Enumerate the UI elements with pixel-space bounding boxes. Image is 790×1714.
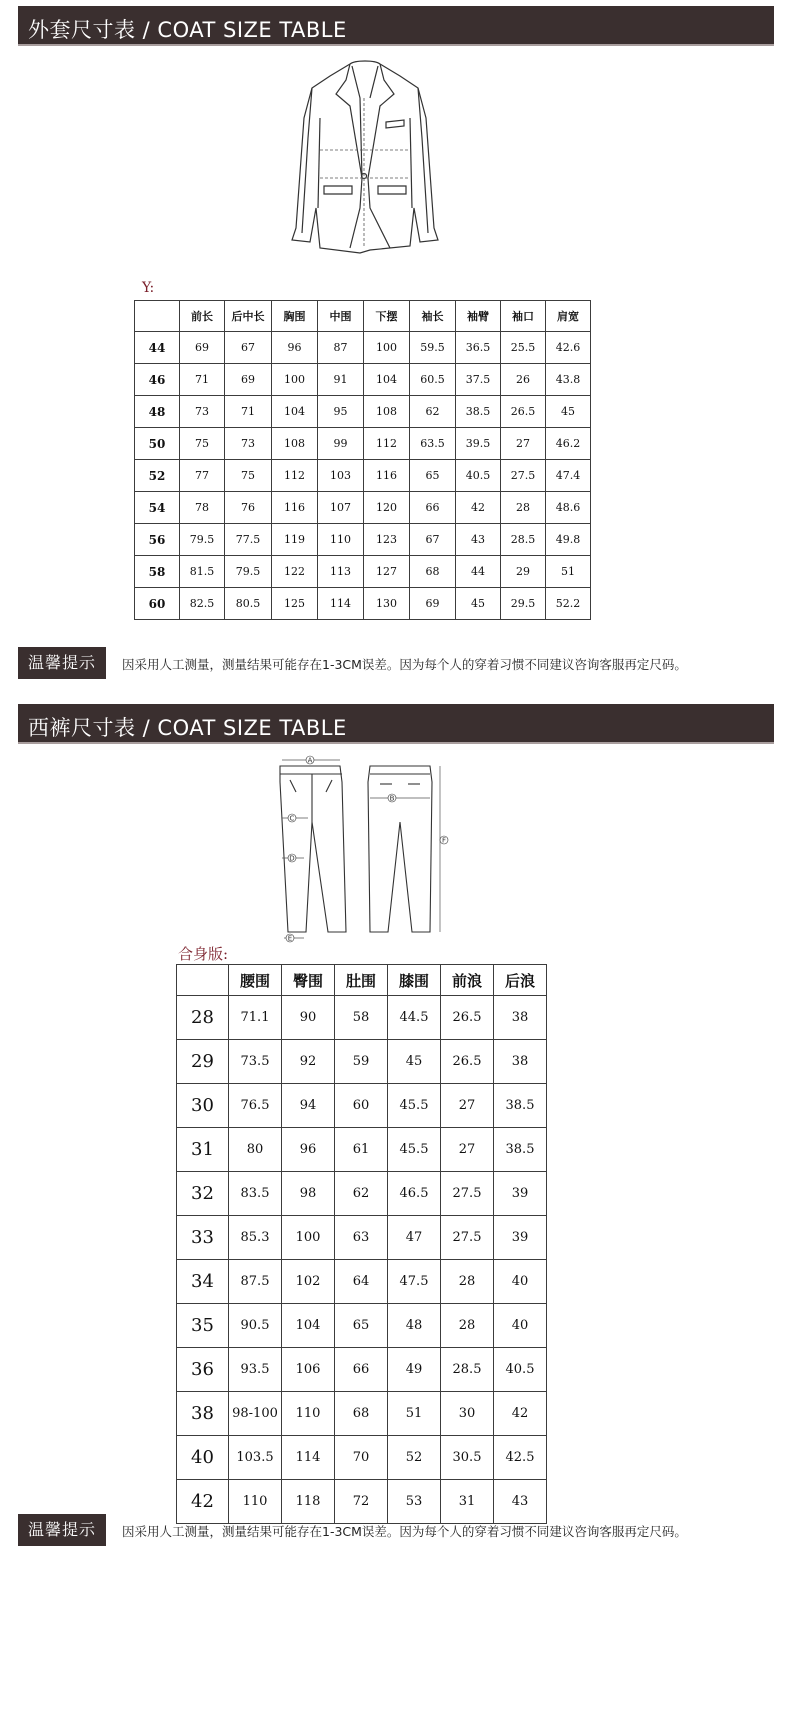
pants-value-cell: 103.5 xyxy=(229,1436,282,1480)
pants-value-cell: 27 xyxy=(441,1084,494,1128)
pants-value-cell: 28 xyxy=(441,1304,494,1348)
coat-value-cell: 49.8 xyxy=(546,524,591,556)
pants-value-cell: 93.5 xyxy=(229,1348,282,1392)
coat-value-cell: 69 xyxy=(225,364,272,396)
pants-note-badge: 温馨提示 xyxy=(18,1514,106,1546)
coat-value-cell: 81.5 xyxy=(180,556,225,588)
coat-value-cell: 36.5 xyxy=(456,332,501,364)
coat-size-cell: 58 xyxy=(135,556,180,588)
pants-table-body xyxy=(177,996,547,1524)
coat-value-cell: 37.5 xyxy=(456,364,501,396)
coat-value-cell: 73 xyxy=(225,428,272,460)
coat-value-cell: 69 xyxy=(410,588,456,620)
pants-value-cell: 90.5 xyxy=(229,1304,282,1348)
pants-size-cell: 35 xyxy=(177,1304,229,1348)
pants-value-cell: 42 xyxy=(494,1392,547,1436)
coat-header-cell: 肩宽 xyxy=(546,301,591,332)
marker-d: D xyxy=(289,854,295,863)
pants-table-row xyxy=(177,1216,547,1260)
pants-value-cell: 27.5 xyxy=(441,1172,494,1216)
pants-value-cell: 68 xyxy=(335,1392,388,1436)
coat-value-cell: 112 xyxy=(364,428,410,460)
pants-size-cell: 34 xyxy=(177,1260,229,1304)
coat-value-cell: 100 xyxy=(272,364,318,396)
pants-section-header xyxy=(18,704,774,744)
pants-size-cell: 40 xyxy=(177,1436,229,1480)
pants-value-cell: 102 xyxy=(282,1260,335,1304)
coat-value-cell: 116 xyxy=(364,460,410,492)
pants-value-cell: 100 xyxy=(282,1216,335,1260)
coat-table-row xyxy=(135,492,591,524)
coat-table-label: Y: xyxy=(142,280,155,296)
coat-value-cell: 71 xyxy=(225,396,272,428)
pants-value-cell: 118 xyxy=(282,1480,335,1524)
pants-value-cell: 63 xyxy=(335,1216,388,1260)
pants-value-cell: 104 xyxy=(282,1304,335,1348)
coat-value-cell: 59.5 xyxy=(410,332,456,364)
coat-value-cell: 38.5 xyxy=(456,396,501,428)
coat-value-cell: 51 xyxy=(546,556,591,588)
pants-value-cell: 30.5 xyxy=(441,1436,494,1480)
pants-value-cell: 61 xyxy=(335,1128,388,1172)
pants-table-row xyxy=(177,1084,547,1128)
coat-value-cell: 73 xyxy=(180,396,225,428)
coat-value-cell: 65 xyxy=(410,460,456,492)
coat-value-cell: 39.5 xyxy=(456,428,501,460)
coat-note-badge: 温馨提示 xyxy=(18,647,106,679)
coat-value-cell: 63.5 xyxy=(410,428,456,460)
pants-size-cell: 33 xyxy=(177,1216,229,1260)
coat-value-cell: 40.5 xyxy=(456,460,501,492)
coat-value-cell: 67 xyxy=(410,524,456,556)
coat-value-cell: 27.5 xyxy=(501,460,546,492)
coat-header-cell: 后中长 xyxy=(225,301,272,332)
pants-value-cell: 70 xyxy=(335,1436,388,1480)
pants-value-cell: 46.5 xyxy=(388,1172,441,1216)
pants-value-cell: 51 xyxy=(388,1392,441,1436)
coat-value-cell: 45 xyxy=(546,396,591,428)
coat-value-cell: 66 xyxy=(410,492,456,524)
coat-value-cell: 80.5 xyxy=(225,588,272,620)
coat-value-cell: 87 xyxy=(318,332,364,364)
pants-value-cell: 38.5 xyxy=(494,1128,547,1172)
pants-size-cell: 30 xyxy=(177,1084,229,1128)
pants-header-cell: 臀围 xyxy=(282,965,335,996)
coat-value-cell: 104 xyxy=(272,396,318,428)
coat-value-cell: 48.6 xyxy=(546,492,591,524)
pants-size-table xyxy=(176,964,547,1524)
coat-table-row xyxy=(135,396,591,428)
coat-value-cell: 108 xyxy=(364,396,410,428)
coat-value-cell: 130 xyxy=(364,588,410,620)
coat-value-cell: 29 xyxy=(501,556,546,588)
pants-value-cell: 110 xyxy=(229,1480,282,1524)
pants-table-row xyxy=(177,1392,547,1436)
pants-value-cell: 30 xyxy=(441,1392,494,1436)
pants-value-cell: 80 xyxy=(229,1128,282,1172)
coat-value-cell: 114 xyxy=(318,588,364,620)
pants-value-cell: 94 xyxy=(282,1084,335,1128)
marker-b: B xyxy=(389,794,395,803)
coat-table-row xyxy=(135,524,591,556)
pants-value-cell: 40 xyxy=(494,1304,547,1348)
pants-value-cell: 38.5 xyxy=(494,1084,547,1128)
coat-value-cell: 45 xyxy=(456,588,501,620)
coat-value-cell: 75 xyxy=(180,428,225,460)
pants-table-row xyxy=(177,1172,547,1216)
pants-value-cell: 83.5 xyxy=(229,1172,282,1216)
pants-value-cell: 45.5 xyxy=(388,1084,441,1128)
pants-header-cell: 后浪 xyxy=(494,965,547,996)
coat-value-cell: 43.8 xyxy=(546,364,591,396)
coat-header-cell: 下摆 xyxy=(364,301,410,332)
pants-value-cell: 59 xyxy=(335,1040,388,1084)
coat-header-cell: 中围 xyxy=(318,301,364,332)
coat-table-row xyxy=(135,588,591,620)
coat-value-cell: 27 xyxy=(501,428,546,460)
pants-value-cell: 98 xyxy=(282,1172,335,1216)
coat-diagram xyxy=(290,58,440,258)
coat-section-header xyxy=(18,6,774,46)
coat-table-row xyxy=(135,428,591,460)
coat-value-cell: 29.5 xyxy=(501,588,546,620)
pants-size-cell: 32 xyxy=(177,1172,229,1216)
coat-header-cell: 袖臂 xyxy=(456,301,501,332)
marker-c: C xyxy=(289,814,295,823)
coat-table-row xyxy=(135,332,591,364)
coat-value-cell: 68 xyxy=(410,556,456,588)
coat-value-cell: 95 xyxy=(318,396,364,428)
coat-size-cell: 56 xyxy=(135,524,180,556)
coat-value-cell: 103 xyxy=(318,460,364,492)
pants-value-cell: 39 xyxy=(494,1172,547,1216)
coat-value-cell: 125 xyxy=(272,588,318,620)
coat-header-cell xyxy=(135,301,180,332)
coat-value-cell: 26.5 xyxy=(501,396,546,428)
pants-table-row xyxy=(177,1348,547,1392)
pants-header-cell xyxy=(177,965,229,996)
coat-value-cell: 104 xyxy=(364,364,410,396)
pants-size-cell: 31 xyxy=(177,1128,229,1172)
coat-value-cell: 77.5 xyxy=(225,524,272,556)
coat-value-cell: 60.5 xyxy=(410,364,456,396)
pants-table-row xyxy=(177,1480,547,1524)
coat-header-cell: 胸围 xyxy=(272,301,318,332)
pants-value-cell: 27 xyxy=(441,1128,494,1172)
coat-value-cell: 77 xyxy=(180,460,225,492)
pants-section-title: 西裤尺寸表 / COAT SIZE TABLE xyxy=(28,716,347,740)
marker-a: A xyxy=(307,756,313,765)
coat-table-row xyxy=(135,460,591,492)
coat-value-cell: 112 xyxy=(272,460,318,492)
pants-value-cell: 26.5 xyxy=(441,996,494,1040)
pants-header-cell: 膝围 xyxy=(388,965,441,996)
coat-value-cell: 79.5 xyxy=(225,556,272,588)
coat-value-cell: 123 xyxy=(364,524,410,556)
coat-value-cell: 107 xyxy=(318,492,364,524)
coat-value-cell: 76 xyxy=(225,492,272,524)
coat-value-cell: 82.5 xyxy=(180,588,225,620)
pants-value-cell: 71.1 xyxy=(229,996,282,1040)
pants-value-cell: 47.5 xyxy=(388,1260,441,1304)
coat-value-cell: 71 xyxy=(180,364,225,396)
pants-value-cell: 31 xyxy=(441,1480,494,1524)
pants-value-cell: 44.5 xyxy=(388,996,441,1040)
pants-value-cell: 38 xyxy=(494,996,547,1040)
pants-value-cell: 40 xyxy=(494,1260,547,1304)
coat-size-cell: 44 xyxy=(135,332,180,364)
coat-value-cell: 113 xyxy=(318,556,364,588)
coat-value-cell: 116 xyxy=(272,492,318,524)
pants-table-row xyxy=(177,1304,547,1348)
coat-size-table xyxy=(134,300,591,620)
coat-value-cell: 25.5 xyxy=(501,332,546,364)
coat-value-cell: 96 xyxy=(272,332,318,364)
pants-value-cell: 76.5 xyxy=(229,1084,282,1128)
coat-value-cell: 42.6 xyxy=(546,332,591,364)
pants-value-cell: 58 xyxy=(335,996,388,1040)
pants-table-row xyxy=(177,1436,547,1480)
coat-value-cell: 46.2 xyxy=(546,428,591,460)
pants-value-cell: 38 xyxy=(494,1040,547,1084)
pants-size-cell: 28 xyxy=(177,996,229,1040)
pants-value-cell: 110 xyxy=(282,1392,335,1436)
pants-value-cell: 28 xyxy=(441,1260,494,1304)
coat-header-cell: 袖长 xyxy=(410,301,456,332)
pants-value-cell: 28.5 xyxy=(441,1348,494,1392)
pants-header-cell: 腰围 xyxy=(229,965,282,996)
coat-value-cell: 28 xyxy=(501,492,546,524)
coat-table-body xyxy=(135,332,591,620)
pants-value-cell: 85.3 xyxy=(229,1216,282,1260)
coat-value-cell: 110 xyxy=(318,524,364,556)
pants-size-cell: 29 xyxy=(177,1040,229,1084)
coat-value-cell: 44 xyxy=(456,556,501,588)
coat-value-cell: 100 xyxy=(364,332,410,364)
pants-value-cell: 62 xyxy=(335,1172,388,1216)
pants-header-cell: 肚围 xyxy=(335,965,388,996)
coat-value-cell: 120 xyxy=(364,492,410,524)
coat-size-cell: 60 xyxy=(135,588,180,620)
coat-size-cell: 46 xyxy=(135,364,180,396)
pants-value-cell: 45.5 xyxy=(388,1128,441,1172)
coat-header-cell: 袖口 xyxy=(501,301,546,332)
pants-size-cell: 36 xyxy=(177,1348,229,1392)
coat-value-cell: 69 xyxy=(180,332,225,364)
coat-table-row xyxy=(135,364,591,396)
pants-table-row xyxy=(177,1128,547,1172)
marker-f: F xyxy=(441,836,447,845)
coat-table-header-row xyxy=(135,301,591,332)
coat-value-cell: 43 xyxy=(456,524,501,556)
coat-value-cell: 47.4 xyxy=(546,460,591,492)
pants-value-cell: 64 xyxy=(335,1260,388,1304)
coat-size-cell: 48 xyxy=(135,396,180,428)
pants-table-header-row xyxy=(177,965,547,996)
coat-size-cell: 54 xyxy=(135,492,180,524)
marker-e: E xyxy=(287,934,293,943)
pants-value-cell: 43 xyxy=(494,1480,547,1524)
pants-value-cell: 48 xyxy=(388,1304,441,1348)
pants-table-row xyxy=(177,996,547,1040)
pants-value-cell: 42.5 xyxy=(494,1436,547,1480)
coat-note-text: 因采用人工测量，测量结果可能存在1-3CM误差。因为每个人的穿着习惯不同建议咨询客服再定尺码。 xyxy=(122,657,687,672)
coat-size-cell: 52 xyxy=(135,460,180,492)
pants-value-cell: 60 xyxy=(335,1084,388,1128)
pants-size-cell: 38 xyxy=(177,1392,229,1436)
coat-header-cell: 前长 xyxy=(180,301,225,332)
coat-size-cell: 50 xyxy=(135,428,180,460)
pants-value-cell: 87.5 xyxy=(229,1260,282,1304)
pants-value-cell: 26.5 xyxy=(441,1040,494,1084)
coat-value-cell: 122 xyxy=(272,556,318,588)
pants-header-cell: 前浪 xyxy=(441,965,494,996)
pants-value-cell: 52 xyxy=(388,1436,441,1480)
coat-value-cell: 26 xyxy=(501,364,546,396)
coat-section-title: 外套尺寸表 / COAT SIZE TABLE xyxy=(28,18,347,42)
coat-value-cell: 52.2 xyxy=(546,588,591,620)
pants-value-cell: 92 xyxy=(282,1040,335,1084)
coat-value-cell: 42 xyxy=(456,492,501,524)
coat-value-cell: 79.5 xyxy=(180,524,225,556)
coat-value-cell: 127 xyxy=(364,556,410,588)
pants-value-cell: 53 xyxy=(388,1480,441,1524)
pants-table-label: 合身版: xyxy=(178,945,229,963)
coat-value-cell: 91 xyxy=(318,364,364,396)
coat-value-cell: 75 xyxy=(225,460,272,492)
pants-value-cell: 73.5 xyxy=(229,1040,282,1084)
coat-value-cell: 99 xyxy=(318,428,364,460)
pants-value-cell: 39 xyxy=(494,1216,547,1260)
pants-value-cell: 45 xyxy=(388,1040,441,1084)
pants-value-cell: 66 xyxy=(335,1348,388,1392)
coat-value-cell: 62 xyxy=(410,396,456,428)
pants-value-cell: 47 xyxy=(388,1216,441,1260)
pants-value-cell: 114 xyxy=(282,1436,335,1480)
pants-diagram xyxy=(270,752,460,947)
pants-value-cell: 90 xyxy=(282,996,335,1040)
pants-size-cell: 42 xyxy=(177,1480,229,1524)
coat-value-cell: 28.5 xyxy=(501,524,546,556)
coat-value-cell: 108 xyxy=(272,428,318,460)
pants-value-cell: 72 xyxy=(335,1480,388,1524)
coat-table-row xyxy=(135,556,591,588)
pants-table-row xyxy=(177,1040,547,1084)
pants-value-cell: 27.5 xyxy=(441,1216,494,1260)
pants-table-row xyxy=(177,1260,547,1304)
pants-value-cell: 106 xyxy=(282,1348,335,1392)
coat-value-cell: 119 xyxy=(272,524,318,556)
pants-value-cell: 40.5 xyxy=(494,1348,547,1392)
pants-value-cell: 49 xyxy=(388,1348,441,1392)
pants-value-cell: 65 xyxy=(335,1304,388,1348)
coat-value-cell: 78 xyxy=(180,492,225,524)
pants-note-text: 因采用人工测量，测量结果可能存在1-3CM误差。因为每个人的穿着习惯不同建议咨询客服再定尺码。 xyxy=(122,1524,687,1539)
pants-value-cell: 96 xyxy=(282,1128,335,1172)
pants-value-cell: 98-100 xyxy=(229,1392,282,1436)
coat-value-cell: 67 xyxy=(225,332,272,364)
